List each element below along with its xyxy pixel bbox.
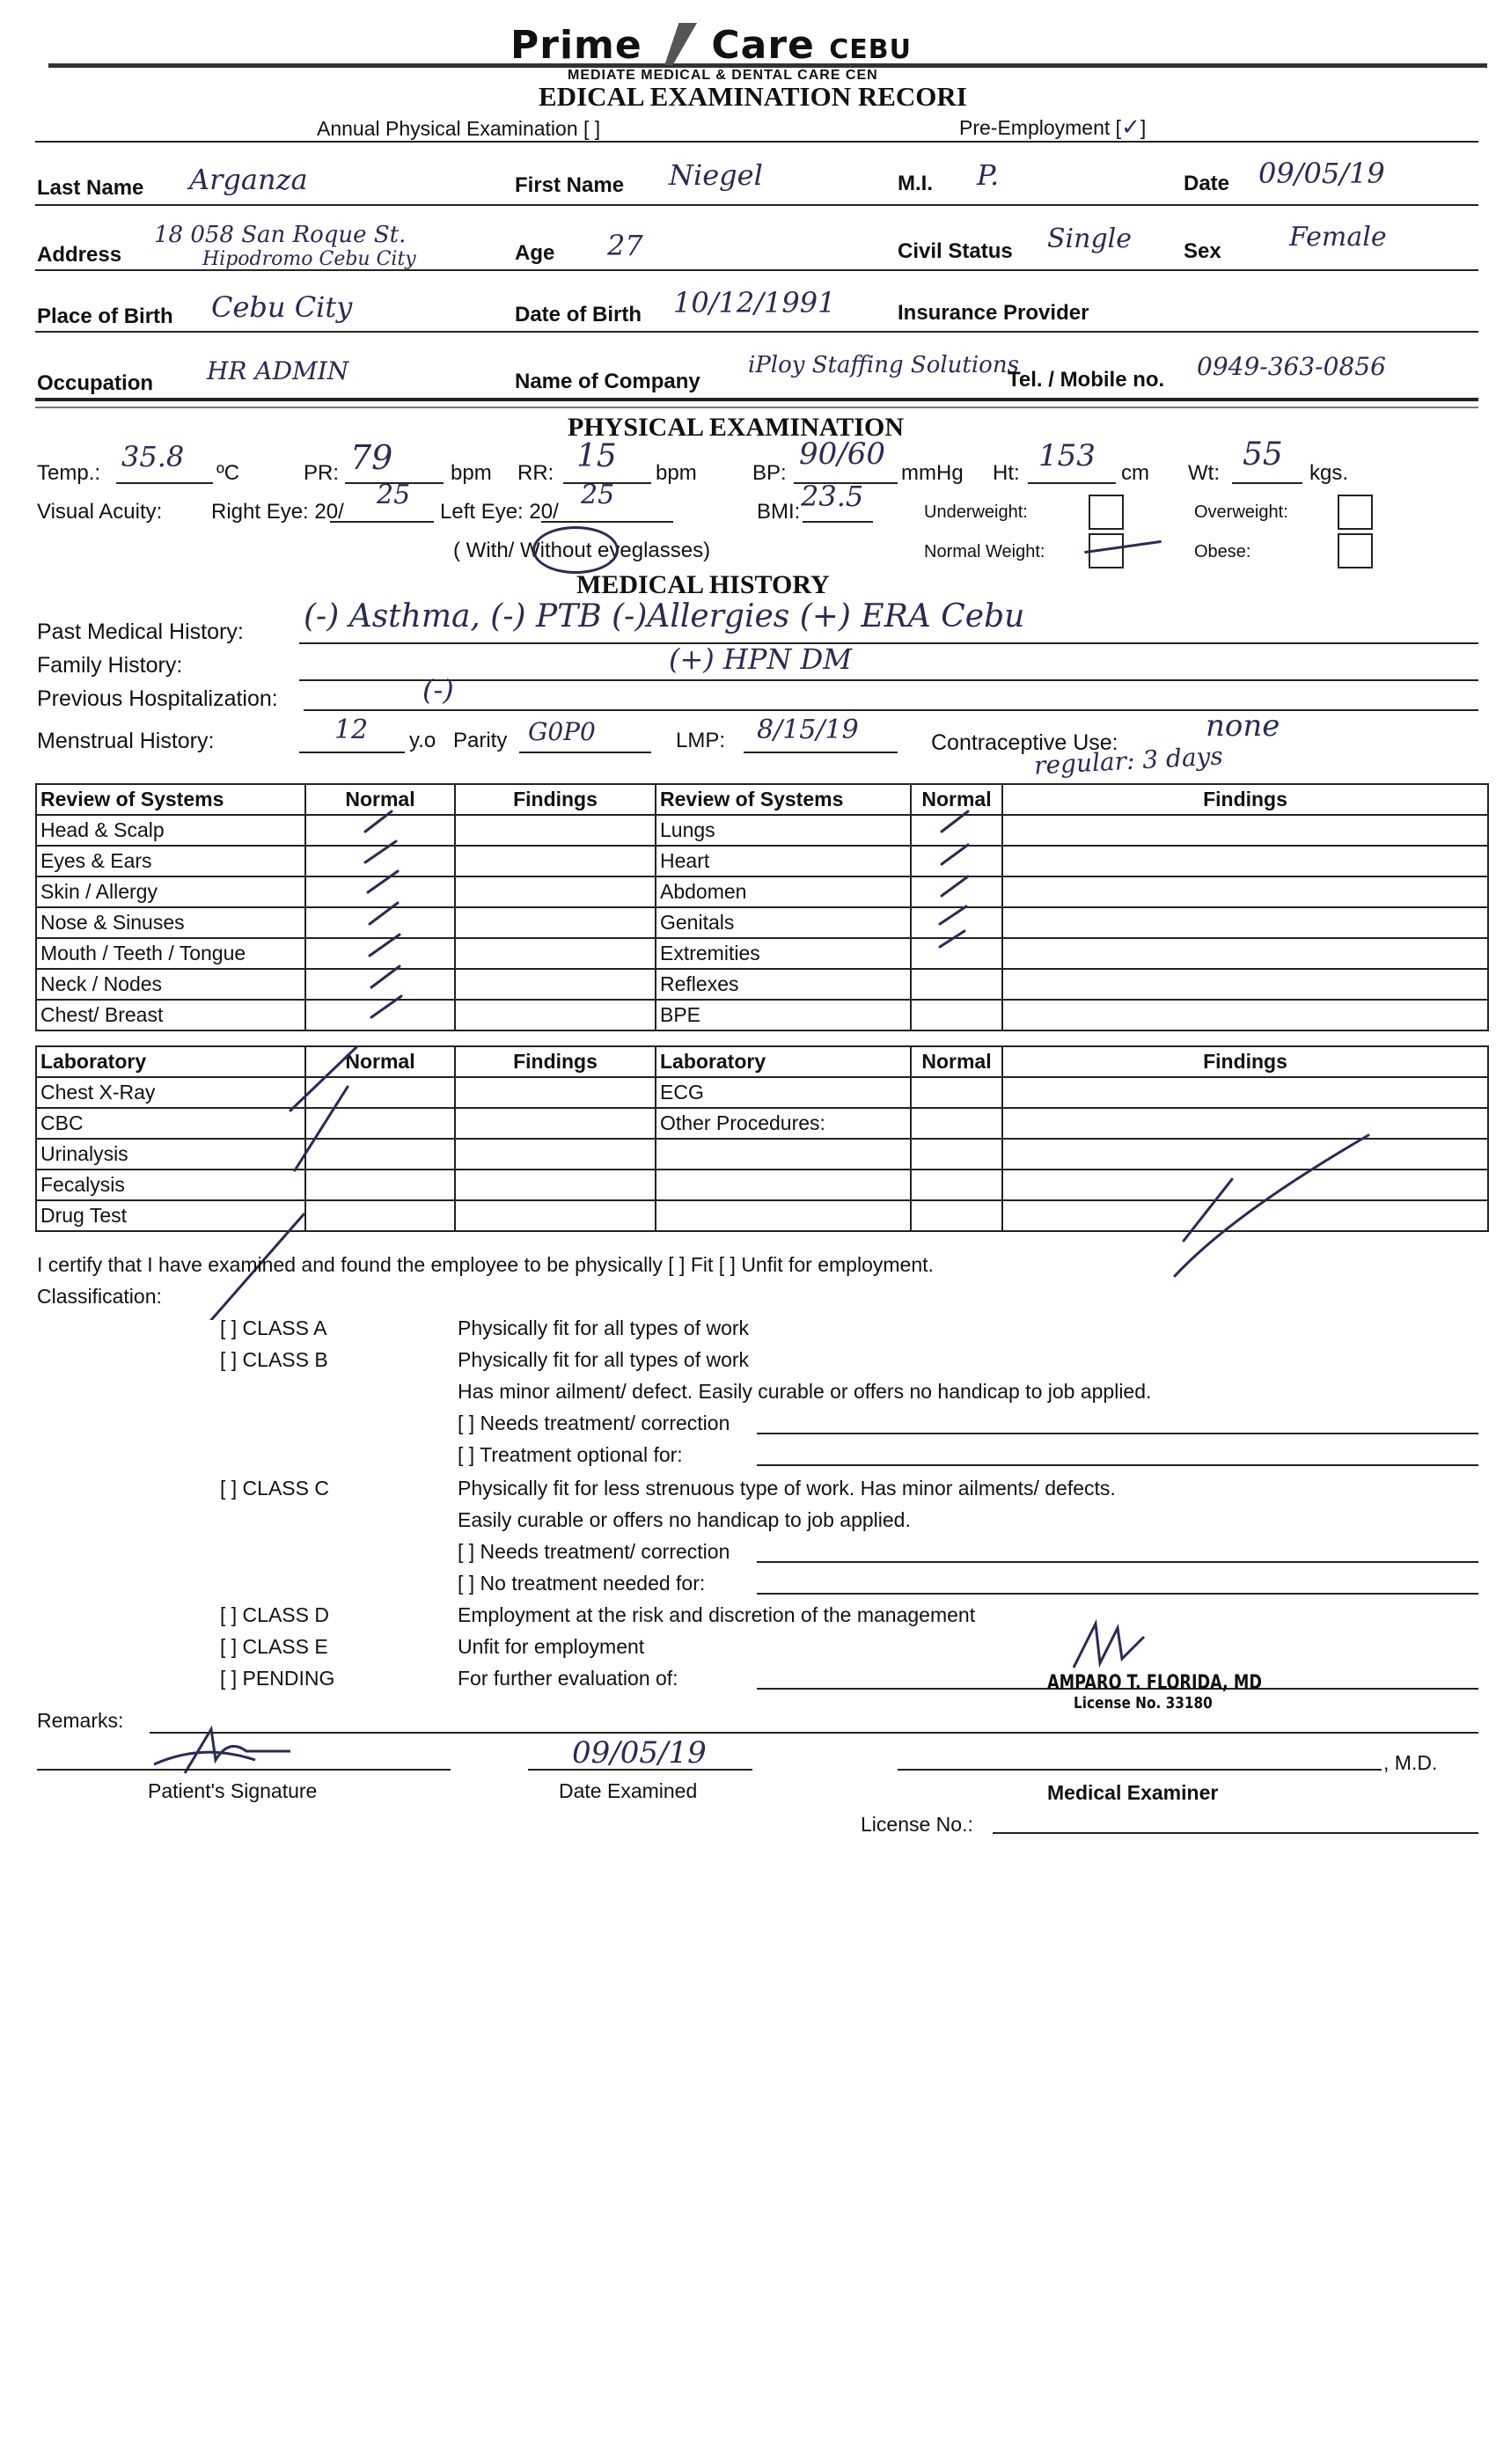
lab-col-lab-left: Laboratory xyxy=(36,1046,305,1077)
past-history-label: Past Medical History: xyxy=(37,620,244,644)
ros-check-2 xyxy=(365,841,396,862)
address-line1: 18 058 San Roque St. xyxy=(154,222,407,248)
class-e-description: Unfit for employment xyxy=(458,1635,645,1658)
place-of-birth-label: Place of Birth xyxy=(37,304,173,328)
cycle-note: regular: 3 days xyxy=(1033,741,1224,781)
date-label: Date xyxy=(1184,172,1230,195)
lab-left-label-cell: Drug Test xyxy=(36,1200,305,1231)
lab-right-label-cell: Other Procedures: xyxy=(656,1108,911,1139)
mi-value: P. xyxy=(977,158,1000,192)
temp-unit: ºC xyxy=(216,461,240,485)
class-c-description-2: Easily curable or offers no handicap to job applied. xyxy=(458,1508,911,1531)
ros-right-label-cell: Genitals xyxy=(656,907,911,938)
class-a-option[interactable]: [ ] CLASS A xyxy=(220,1316,327,1339)
occupation-label: Occupation xyxy=(37,371,154,395)
left-eye-value: 25 xyxy=(581,480,615,510)
ros-col-findings-left: Findings xyxy=(455,784,656,815)
treatment-optional-option[interactable]: [ ] Treatment optional for: xyxy=(458,1443,683,1466)
underweight-label: Underweight: xyxy=(924,502,1028,522)
menarche-value: 12 xyxy=(334,715,369,745)
license-label: License No.: xyxy=(861,1813,973,1836)
no-treatment-line xyxy=(757,1593,1478,1595)
yo-label: y.o xyxy=(409,729,436,752)
ros-col-system-right: Review of Systems xyxy=(656,784,911,815)
rr-label: RR: xyxy=(517,461,554,485)
class-b-option[interactable]: [ ] CLASS B xyxy=(220,1348,328,1371)
age-value: 27 xyxy=(607,229,643,262)
lab-col-normal-right: Normal xyxy=(911,1046,1002,1077)
visual-acuity-label: Visual Acuity: xyxy=(37,500,163,524)
pending-option[interactable]: [ ] PENDING xyxy=(220,1667,335,1690)
rr-unit: bpm xyxy=(656,461,697,485)
last-name-value: Arganza xyxy=(189,163,308,196)
remarks-label: Remarks: xyxy=(37,1709,124,1732)
company-value: iPloy Staffing Solutions xyxy=(748,352,1019,378)
header-subtitle: MEDIATE MEDICAL & DENTAL CARE CEN xyxy=(568,68,878,83)
first-name-value: Niegel xyxy=(669,158,763,192)
class-b-description: Physically fit for all types of work xyxy=(458,1348,750,1371)
examiner-line xyxy=(898,1769,1382,1771)
contraceptive-value: none xyxy=(1206,708,1280,744)
ht-label: Ht: xyxy=(993,461,1020,485)
lab-diagonal-line xyxy=(1175,1135,1368,1276)
ros-check-r2 xyxy=(942,845,968,864)
ros-right-label-cell: Abdomen xyxy=(656,876,911,907)
family-history-label: Family History: xyxy=(37,653,183,678)
pending-description: For further evaluation of: xyxy=(458,1667,678,1690)
last-name-label: Last Name xyxy=(37,176,144,200)
stamp-license: License No. 33180 xyxy=(1074,1694,1213,1712)
ros-check-6 xyxy=(371,966,400,987)
wt-unit: kgs. xyxy=(1309,461,1349,485)
civil-status-label: Civil Status xyxy=(898,239,1013,263)
lab-col-findings-left: Findings xyxy=(455,1046,656,1077)
ros-col-normal-left: Normal xyxy=(305,784,455,815)
civil-status-value: Single xyxy=(1047,224,1133,254)
class-c-option[interactable]: [ ] CLASS C xyxy=(220,1477,329,1500)
examiner-signature-icon xyxy=(1065,1619,1153,1672)
lab-col-normal-left: Normal xyxy=(305,1046,455,1077)
ros-col-normal-right: Normal xyxy=(911,784,1002,815)
sex-label: Sex xyxy=(1184,239,1221,263)
class-d-option[interactable]: [ ] CLASS D xyxy=(220,1603,329,1626)
brand-city: CEBU xyxy=(829,34,912,65)
tel-value: 0949-363-0856 xyxy=(1197,352,1386,381)
medical-examiner-label: Medical Examiner xyxy=(1047,1781,1219,1804)
date-value: 09/05/19 xyxy=(1258,157,1385,190)
ros-left-label-cell: Neck / Nodes xyxy=(36,969,305,1000)
lab-col-lab-right: Laboratory xyxy=(656,1046,911,1077)
needs-treatment-option[interactable]: [ ] Needs treatment/ correction xyxy=(458,1412,730,1434)
date-examined-value: 09/05/19 xyxy=(572,1735,707,1771)
lab-left-label-cell: Chest X-Ray xyxy=(36,1077,305,1108)
ros-right-label-cell: Heart xyxy=(656,846,911,876)
normal-weight-label: Normal Weight: xyxy=(924,542,1045,561)
bmi-value: 23.5 xyxy=(801,480,864,513)
temp-value: 35.8 xyxy=(121,440,185,473)
certify-text: I certify that I have examined and found the employee to be physically [ ] Fit [ ] Unfit for employment. xyxy=(37,1253,934,1276)
ros-col-findings-right: Findings xyxy=(1002,784,1488,815)
lmp-value: 8/15/19 xyxy=(757,715,859,745)
ros-left-label-cell: Head & Scalp xyxy=(36,815,305,846)
stamp-name: AMPARO T. FLORIDA, MD xyxy=(1047,1672,1262,1694)
lmp-label: LMP: xyxy=(676,729,726,752)
class-d-description: Employment at the risk and discretion of the management xyxy=(458,1603,976,1626)
class-b-description-2: Has minor ailment/ defect. Easily curable or offers no handicap to job applied. xyxy=(458,1380,1152,1403)
bmi-label: BMI: xyxy=(757,500,801,524)
class-a-description: Physically fit for all types of work xyxy=(458,1316,750,1339)
wt-value: 55 xyxy=(1243,436,1283,473)
patient-signature-label: Patient's Signature xyxy=(148,1779,318,1802)
ros-right-label-cell: Extremities xyxy=(656,938,911,969)
previous-hospitalization-value: (-) xyxy=(422,673,454,707)
md-suffix: , M.D. xyxy=(1383,1751,1438,1774)
ros-left-label-cell: Skin / Allergy xyxy=(36,876,305,907)
wt-label: Wt: xyxy=(1188,461,1220,485)
needs-treatment-c-line xyxy=(757,1561,1478,1563)
parity-label: Parity xyxy=(453,729,508,752)
annual-exam-option: Annual Physical Examination [ ] xyxy=(317,117,601,140)
date-of-birth-value: 10/12/1991 xyxy=(673,286,836,319)
lab-left-label-cell: Fecalysis xyxy=(36,1170,305,1200)
eyeglasses-label: ( With/ Without eyeglasses) xyxy=(453,539,711,562)
date-examined-line xyxy=(528,1769,752,1771)
ht-value: 153 xyxy=(1038,438,1096,473)
examiner-stamp xyxy=(1047,1672,1316,1712)
ros-check-1 xyxy=(365,811,392,832)
treatment-optional-line xyxy=(757,1464,1478,1466)
address-line2: Hipodromo Cebu City xyxy=(202,248,416,270)
ht-unit: cm xyxy=(1121,461,1149,485)
ros-col-system-left: Review of Systems xyxy=(36,784,305,815)
physical-exam-title: PHYSICAL EXAMINATION xyxy=(568,413,904,442)
lab-right-label-cell: ECG xyxy=(656,1077,911,1108)
lab-check-stroke xyxy=(290,1047,356,1111)
needs-treatment-line xyxy=(757,1433,1478,1434)
brand-left: Prime xyxy=(510,23,642,68)
pre-employment-option: Pre-Employment [✓] xyxy=(959,114,1147,141)
date-of-birth-label: Date of Birth xyxy=(515,303,642,326)
no-treatment-option[interactable]: [ ] No treatment needed for: xyxy=(458,1572,706,1595)
ros-check-4 xyxy=(370,903,398,924)
previous-hospitalization-label: Previous Hospitalization: xyxy=(37,686,278,711)
ros-right-label-cell: Lungs xyxy=(656,815,911,846)
tel-label: Tel. / Mobile no. xyxy=(1008,368,1165,392)
brand-right: Care xyxy=(711,23,815,68)
left-eye-label: Left Eye: 20/ xyxy=(440,500,559,524)
parity-value: G0P0 xyxy=(528,717,596,746)
class-c-description: Physically fit for less strenuous type of work. Has minor ailments/ defects. xyxy=(458,1477,1116,1500)
needs-treatment-c-option[interactable]: [ ] Needs treatment/ correction xyxy=(458,1540,730,1563)
place-of-birth-value: Cebu City xyxy=(211,290,353,324)
lab-left-label-cell: Urinalysis xyxy=(36,1139,305,1170)
past-history-value: (-) Asthma, (-) PTB (-)Allergies (+) ERA Cebu xyxy=(304,598,1025,634)
lab-left-label-cell: CBC xyxy=(36,1108,305,1139)
right-eye-label: Right Eye: 20/ xyxy=(211,500,344,524)
sex-value: Female xyxy=(1289,222,1387,253)
insurance-label: Insurance Provider xyxy=(898,301,1089,325)
pr-label: PR: xyxy=(304,461,340,485)
pr-value: 79 xyxy=(350,438,393,477)
pre-employment-checkmark: ✓ xyxy=(1121,114,1140,141)
occupation-value: HR ADMIN xyxy=(207,356,349,385)
bp-unit: mmHg xyxy=(901,461,964,485)
first-name-label: First Name xyxy=(515,173,625,197)
form-title: EDICAL EXAMINATION RECORI xyxy=(539,81,967,112)
menstrual-history-label: Menstrual History: xyxy=(37,729,215,753)
address-label: Address xyxy=(37,243,122,267)
ros-check-r5 xyxy=(940,931,964,947)
class-e-option[interactable]: [ ] CLASS E xyxy=(220,1635,328,1658)
bp-value: 90/60 xyxy=(799,436,885,472)
ros-check-r4 xyxy=(940,906,966,924)
temp-label: Temp.: xyxy=(37,461,101,485)
medical-history-title: MEDICAL HISTORY xyxy=(576,570,830,599)
company-label: Name of Company xyxy=(515,370,700,393)
patient-signature-line xyxy=(37,1769,451,1771)
ros-check-r1 xyxy=(942,811,968,832)
overweight-label: Overweight: xyxy=(1194,502,1288,522)
obese-label: Obese: xyxy=(1194,542,1251,561)
remarks-line xyxy=(150,1732,1478,1734)
date-examined-label: Date Examined xyxy=(559,1779,698,1802)
classification-label: Classification: xyxy=(37,1285,162,1308)
ros-left-label-cell: Mouth / Teeth / Tongue xyxy=(36,938,305,969)
mi-label: M.I. xyxy=(898,172,933,195)
license-line xyxy=(993,1832,1478,1834)
rr-value: 15 xyxy=(576,438,617,474)
pr-unit: bpm xyxy=(451,461,492,485)
ros-check-7 xyxy=(371,996,401,1017)
ros-left-label-cell: Nose & Sinuses xyxy=(36,907,305,938)
ros-left-label-cell: Eyes & Ears xyxy=(36,846,305,876)
family-history-value: (+) HPN DM xyxy=(669,642,852,676)
bp-label: BP: xyxy=(752,461,787,485)
contraceptive-label: Contraceptive Use: xyxy=(931,730,1118,755)
ros-check-r3 xyxy=(942,876,968,896)
lab-col-findings-right: Findings xyxy=(1002,1046,1488,1077)
ros-check-5 xyxy=(370,935,400,956)
ros-right-label-cell: Reflexes xyxy=(656,969,911,1000)
right-eye-value: 25 xyxy=(377,480,411,510)
ros-check-3 xyxy=(368,871,398,892)
age-label: Age xyxy=(515,241,555,265)
ros-right-label-cell: BPE xyxy=(656,1000,911,1030)
ros-left-label-cell: Chest/ Breast xyxy=(36,1000,305,1030)
